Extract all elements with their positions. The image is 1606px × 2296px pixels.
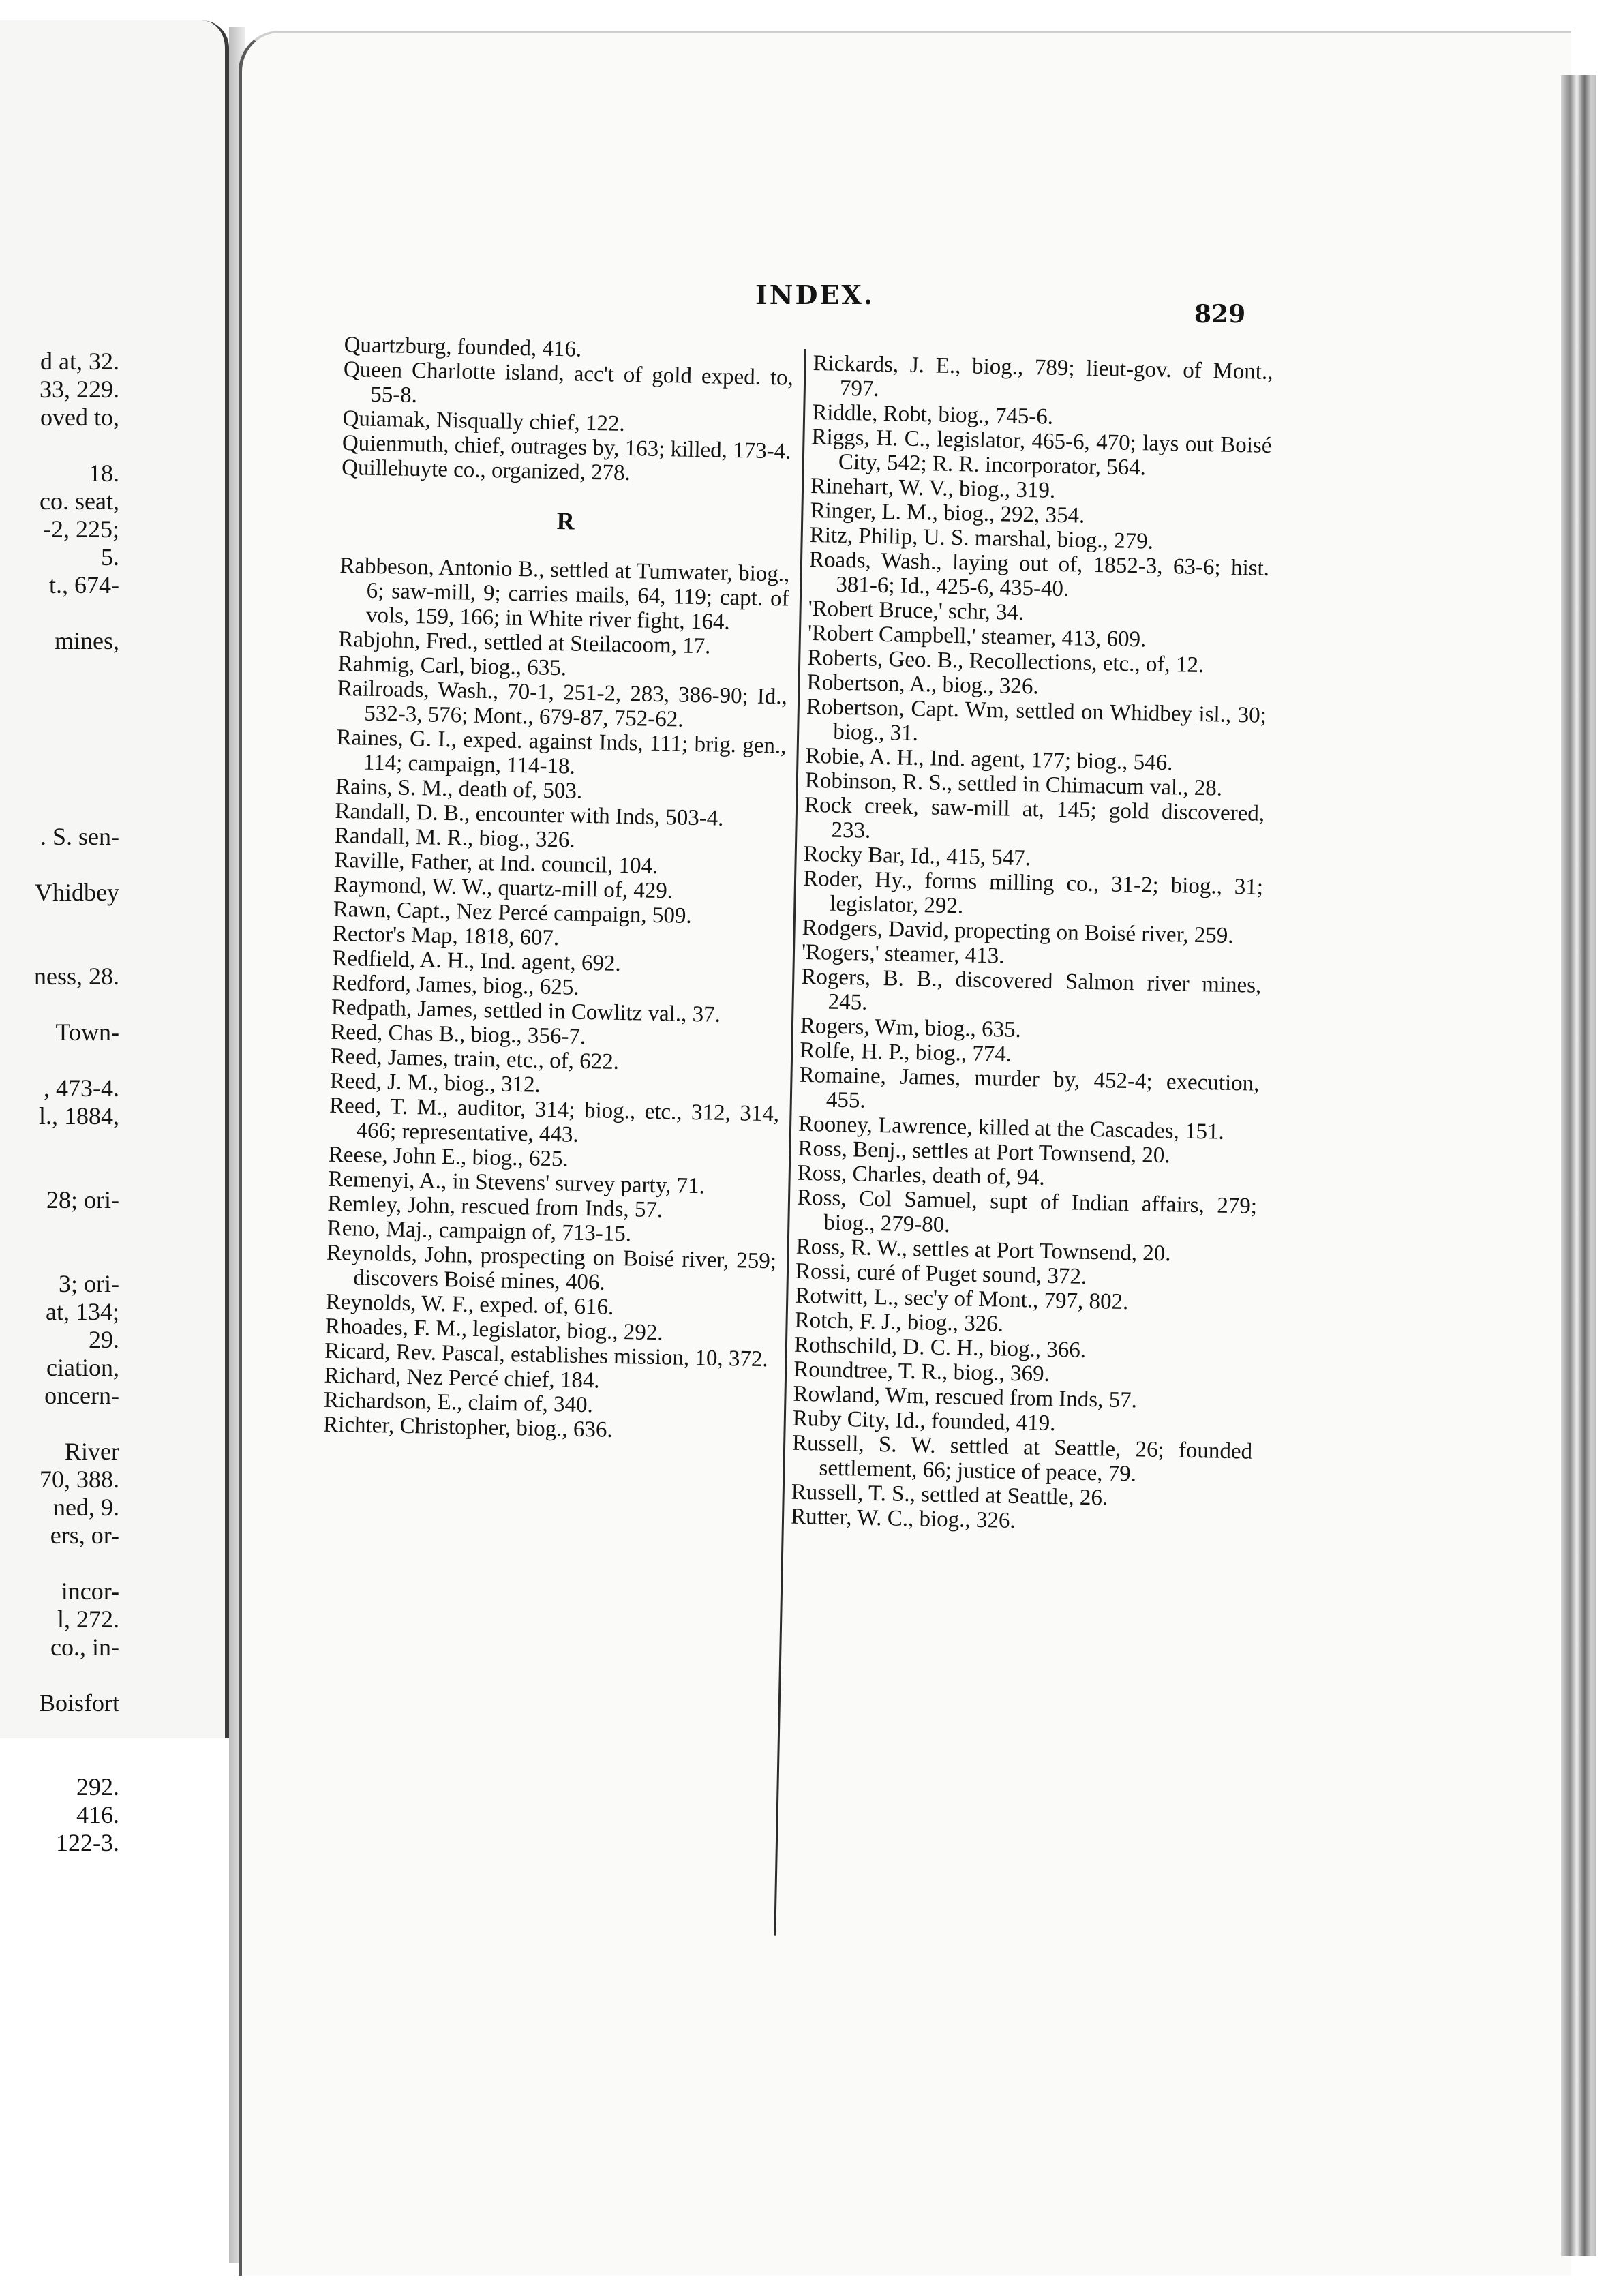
index-entry: Randall, D. B., encounter with Inds, 503-4. [335,798,724,831]
facing-page-fragment: 29. [89,1326,119,1353]
facing-page-fragment: mines, [55,627,119,654]
index-entry: Roads, Wash., laying out of, 1852-3, 63-6; hist. 381-6; Id., 425-6, 435-40. [808,547,1270,602]
facing-page-fragment [0,1410,119,1438]
index-entry: Raville, Father, at Ind. council, 104. [333,847,658,879]
facing-page-fragment: co., in- [50,1633,119,1661]
index-entry: Ross, Charles, death of, 94. [797,1160,1046,1190]
facing-page-fragment: ciation, [46,1354,119,1381]
facing-page-fragment [0,851,119,879]
index-entry: Quillehuyte co., organized, 278. [341,455,631,486]
facing-page-fragment: ned, 9. [53,1494,119,1521]
index-entry: Rickards, J. E., biog., 789; lieut-gov. of Mont., 797. [813,351,1273,402]
index-entry: Ricard, Rev. Pascal, establishes mission, 10, 372. [324,1338,768,1372]
facing-page-fragment [0,711,119,739]
facing-page-fragment [0,655,119,683]
index-column-left [323,333,794,1445]
index-entry: Rock creek, saw-mill at, 145; gold discovered, 233. [804,792,1265,843]
facing-page-fragment [0,767,119,795]
index-entry: Richard, Nez Percé chief, 184. [324,1363,600,1393]
facing-page-fragment [0,1214,119,1242]
facing-page-fragment: Boisfort [38,1689,119,1717]
index-entry: Robinson, R. S., settled in Chimacum val., 28. [804,768,1223,801]
index-entry: Ross, Benj., settles at Port Townsend, 20. [798,1136,1170,1168]
index-entry: Rotwitt, L., sec'y of Mont., 797, 802. [795,1283,1129,1315]
index-entry: 'Robert Bruce,' schr, 34. [808,596,1025,626]
facing-page-fragment: River [65,1438,119,1465]
index-entry: Rutter, W. C., biog., 326. [790,1504,1016,1534]
index-entry: Rotch, F. J., biog., 326. [794,1308,1004,1337]
facing-page-fragment: 18. [89,459,119,487]
facing-page-fragment: l, 272. [57,1605,119,1633]
page-edges [1561,75,1596,2256]
index-entry: Rawn, Capt., Nez Percé campaign, 509. [333,896,693,928]
index-entry: Ruby City, Id., founded, 419. [792,1406,1056,1436]
running-head: INDEX. [755,280,875,310]
facing-page-fragment: Vhidbey [35,879,119,906]
facing-page-fragment [0,1158,119,1186]
facing-page-fragment: incor- [61,1577,119,1605]
facing-page-fragment [0,739,119,767]
index-entry: Roder, Hy., forms milling co., 31-2; biog., 31; legislator, 292. [802,866,1264,919]
facing-page-fragment [0,991,119,1018]
index-entry: Ross, R. W., settles at Port Townsend, 20. [796,1234,1171,1267]
index-entry: 'Robert Campbell,' steamer, 413, 609. [807,620,1147,652]
index-entry: Quartzburg, founded, 416. [344,333,582,362]
index-entry: Robie, A. H., Ind. agent, 177; biog., 546. [805,743,1173,776]
facing-page-fragment: 28; ori- [46,1186,119,1213]
entries-r [323,554,790,1445]
index-entry: Reno, Maj., campaign of, 713-15. [327,1215,632,1247]
index-entry: Rowland, Wm, rescued from Inds, 57. [793,1381,1138,1413]
facing-page-fragment [0,683,119,711]
facing-page-fragment: 5. [101,543,119,571]
index-entry: Raymond, W. W., quartz-mill of, 429. [333,872,673,904]
facing-page-fragment: oncern- [44,1382,119,1409]
facing-page-fragment: , 473-4. [44,1074,119,1102]
facing-page-fragment [0,1717,119,1745]
facing-page-left [0,20,229,1856]
index-entry: Ringer, L. M., biog., 292, 354. [810,498,1085,528]
index-entry: Rossi, curé of Puget sound, 372. [795,1258,1087,1289]
entries-q [342,333,794,489]
index-entry: Ross, Col Samuel, supt of Indian affairs, 279; biog., 279-80. [796,1185,1258,1238]
index-entry: 'Rogers,' steamer, 413. [801,939,1005,969]
facing-page-fragment: 33, 229. [40,376,119,403]
index-entry: Rhoades, F. M., legislator, biog., 292. [324,1314,663,1346]
facing-page-fragment [0,1046,119,1074]
index-entry: Reynolds, John, prospecting on Boisé river, 259; discovers Boisé mines, 406. [326,1240,777,1295]
index-entry: Roundtree, T. R., biog., 369. [793,1357,1050,1387]
section-letter: R [556,507,575,535]
index-entry: Robertson, A., biog., 326. [806,669,1040,699]
facing-page-fragment: 416. [76,1801,119,1828]
index-entry: Rains, S. M., death of, 503. [335,774,583,804]
facing-page-fragment: oved to, [40,404,119,431]
index-entry: Richardson, E., claim of, 340. [323,1387,594,1418]
index-entry: Rothschild, D. C. H., biog., 366. [793,1332,1087,1363]
index-entry: Reese, John E., biog., 625. [328,1142,569,1172]
facing-page-fragment [0,795,119,823]
index-entry: Ritz, Philip, U. S. marshal, biog., 279. [809,522,1154,554]
entries-r-continued [791,351,1273,1538]
facing-page-fragment [0,935,119,963]
index-entry: Remenyi, A., in Stevens' survey party, 71. [327,1166,706,1199]
index-entry: Randall, M. R., biog., 326. [334,823,576,853]
facing-page-fragment [0,907,119,935]
index-entry: Reed, T. M., auditor, 314; biog., etc., 312, 314, 466; representative, 443. [329,1093,780,1147]
facing-page-fragment: at, 134; [46,1298,119,1325]
index-entry: Rocky Bar, Id., 415, 547. [803,841,1031,871]
facing-page-text-fragments [0,348,119,1857]
index-entry: Rooney, Lawrence, killed at the Cascades, 151. [798,1111,1225,1145]
facing-page-fragment [0,1550,119,1577]
index-entry: Rogers, B. B., discovered Salmon river mines, 245. [801,964,1262,1015]
index-column-right [791,351,1273,1538]
index-entry: Quienmuth, chief, outrages by, 163; killed, 173-4. [342,430,791,464]
index-entry: Rogers, Wm, biog., 635. [800,1013,1022,1043]
index-entry: Quiamak, Nisqually chief, 122. [342,406,626,436]
index-entry: Redpath, James, settled in Cowlitz val., 37. [331,995,721,1027]
index-entry: Riddle, Robt, biog., 745-6. [811,399,1054,429]
index-entry: Redford, James, biog., 625. [331,970,579,1000]
index-entry: Romaine, James, murder by, 452-4; execution, 455. [799,1062,1260,1113]
index-entry: Rinehart, W. V., biog., 319. [810,473,1056,503]
facing-page-fragment: co. seat, [40,487,119,515]
index-entry: Redfield, A. H., Ind. agent, 692. [332,946,622,976]
index-entry: Raines, G. I., exped. against Inds, 111; brig. gen., 114; campaign, 114-18. [336,725,787,779]
facing-page-fragment: 122-3. [56,1829,119,1856]
index-entry: Queen Charlotte island, acc't of gold exped. to, 55-8. [343,357,794,408]
facing-page-fragment [0,1130,119,1158]
index-entry: Rabbeson, Antonio B., settled at Tumwater, biog., 6; saw-mill, 9; carries mails, 64, 119; capt. of vols, 159, 166; in White river fight, 164. [339,553,790,635]
facing-page-fragment [0,1661,119,1689]
index-entry: Rolfe, H. P., biog., 774. [799,1038,1012,1067]
index-entry: Russell, T. S., settled at Seattle, 26. [791,1479,1108,1511]
facing-page-fragment [0,1745,119,1773]
facing-page-fragment: 3; ori- [59,1270,119,1297]
facing-page-fragment: . S. sen- [40,823,119,850]
facing-page-fragment: t., 674- [49,571,119,599]
index-entry: Robertson, Capt. Wm, settled on Whidbey isl., 30; biog., 31. [806,694,1267,746]
index-entry: Reed, James, train, etc., of, 622. [330,1044,620,1074]
index-entry: Rabjohn, Fred., settled at Steilacoom, 17. [338,626,711,659]
facing-page-fragment: d at, 32. [40,348,119,375]
index-entry: Reynolds, W. F., exped. of, 616. [325,1289,614,1320]
index-entry: Rahmig, Carl, biog., 635. [337,651,567,681]
facing-page-fragment: l., 1884, [38,1102,119,1130]
index-entry: Reed, J. M., biog., 312. [329,1068,541,1098]
page-number: 829 [1194,300,1246,329]
index-entry: Russell, S. W. settled at Seattle, 26; founded settlement, 66; justice of peace, 79. [791,1430,1253,1487]
index-entry: Roberts, Geo. B., Recollections, etc., of, 12. [807,645,1204,678]
facing-page-fragment: 70, 388. [40,1466,119,1493]
facing-page-fragment [0,599,119,627]
index-entry: Richter, Christopher, biog., 636. [322,1412,613,1442]
index-entry: Riggs, H. C., legislator, 465-6, 470; lays out Boisé City, 542; R. R. incorporator, 564. [811,424,1272,481]
facing-page-fragment: -2, 225; [43,515,119,543]
index-entry: Railroads, Wash., 70-1, 251-2, 283, 386-90; Id., 532-3, 576; Mont., 679-87, 752-62. [337,676,788,732]
facing-page-fragment [0,1242,119,1270]
facing-page-fragment: Town- [55,1018,119,1046]
facing-page-fragment: ness, 28. [34,963,119,990]
index-entry: Rector's Map, 1818, 607. [332,921,560,951]
index-entry: Remley, John, rescued from Inds, 57. [327,1191,663,1223]
index-entry: Reed, Chas B., biog., 356-7. [330,1019,586,1049]
facing-page-fragment: 292. [76,1773,119,1800]
facing-page-fragment: ers, or- [50,1522,119,1549]
index-entry: Rodgers, David, propecting on Boisé river, 259. [802,915,1234,948]
facing-page-fragment [0,432,119,459]
